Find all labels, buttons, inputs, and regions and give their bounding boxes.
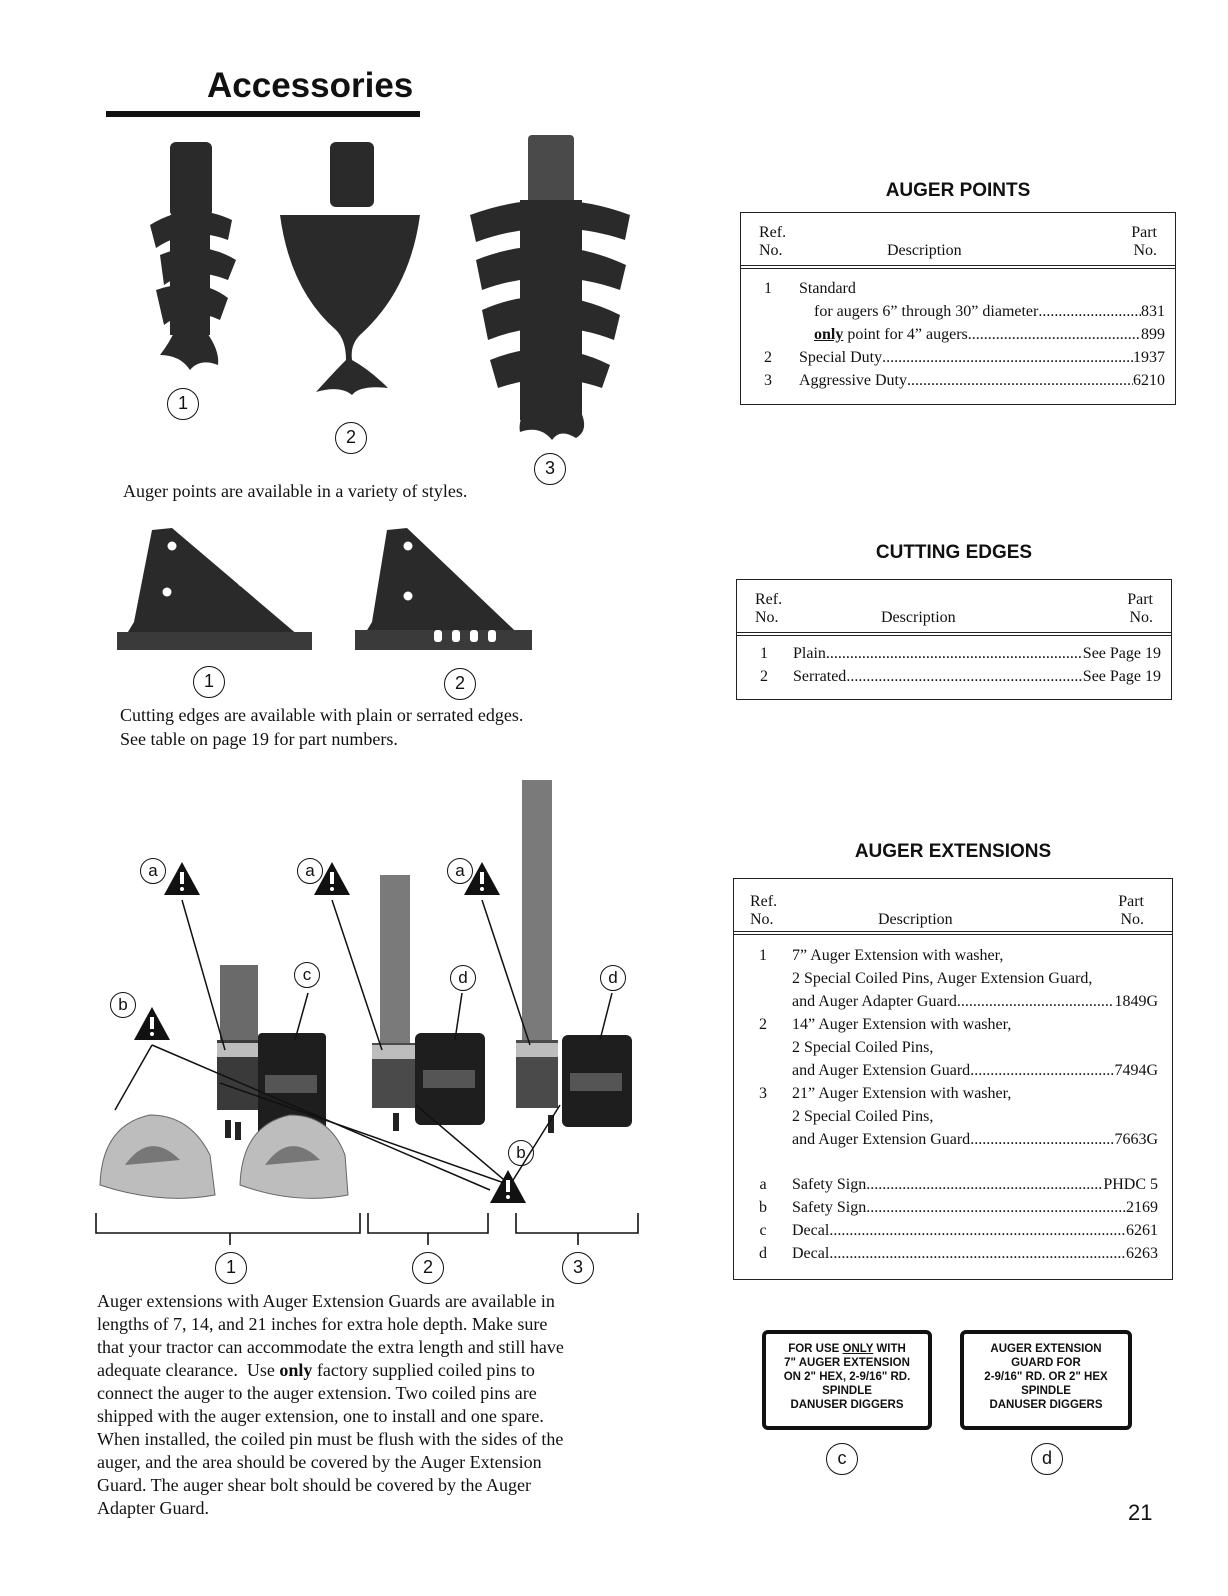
table-row: and Auger Adapter Guard ..... 1849G [734, 990, 1172, 1013]
table-row: and Auger Extension Guard ..... 7663G [734, 1128, 1172, 1151]
table-header [741, 213, 1175, 269]
hdr-part: Part [1131, 224, 1157, 241]
callout-b: b [110, 992, 136, 1018]
extension-group-label-3: 3 [562, 1252, 594, 1284]
page-number: 21 [1128, 1500, 1153, 1525]
table-row: 1 7” Auger Extension with washer, [759, 947, 1004, 964]
callout-b: b [508, 1140, 534, 1166]
hdr-ref: Ref. [759, 224, 787, 241]
callout-d: d [600, 965, 626, 991]
table-header: Ref. No. Description Part No. [734, 879, 1172, 935]
table-row: 2 14” Auger Extension with washer, [759, 1016, 1012, 1033]
cutting-edges-photo [112, 522, 532, 657]
callout-d: d [450, 965, 476, 991]
table-row: 1 Standard [764, 280, 856, 297]
table-row: a Safety Sign ..... PHDC 5 [734, 1173, 1172, 1196]
extension-group-label-2: 2 [412, 1252, 444, 1284]
callout-a: a [140, 858, 166, 884]
decal-c: FOR USE ONLY WITH 7" AUGER EXTENSION ON 2" HEX, 2-9/16" RD. SPINDLE DANUSER DIGGERS [762, 1330, 932, 1430]
extension-14in-tube [380, 875, 410, 1055]
auger-extensions-table [733, 878, 1173, 1280]
hdr-no: No. [759, 242, 783, 259]
table-row: and Auger Extension Guard ..... 7494G [734, 1059, 1172, 1082]
table-row: c Decal ..... 6261 [734, 1219, 1172, 1242]
table-row: for augers 6” through 30” diameter ..... 831 [741, 300, 1175, 323]
auger-points-caption: Auger points are available in a variety of styles. [123, 481, 468, 501]
auger-point-3-image [470, 135, 630, 440]
decal-label-c: c [826, 1443, 858, 1475]
page-title: Accessories [207, 66, 414, 105]
decal-label-d: d [1031, 1443, 1063, 1475]
hdr-partno: No. [1133, 242, 1157, 259]
table-row: 3 21” Auger Extension with washer, [759, 1085, 1012, 1102]
auger-points-photo [120, 130, 650, 490]
auger-extensions-photo [90, 775, 650, 1245]
cutting-edges-caption-2: See table on page 19 for part numbers. [120, 729, 398, 749]
extension-21in-tube [522, 780, 552, 1060]
auger-point-label-3: 3 [534, 453, 566, 485]
extension-7in-tube [220, 965, 258, 1050]
table-row: b Safety Sign ..... 2169 [734, 1196, 1172, 1219]
auger-points-table [740, 212, 1176, 405]
callout-a: a [297, 858, 323, 884]
table-header: Ref. No. Description Part No. [737, 580, 1171, 636]
callout-c: c [294, 962, 320, 988]
table-row: 2 Special Coiled Pins, [792, 1039, 934, 1056]
hdr-desc: Description [887, 242, 962, 259]
callout-a: a [447, 858, 473, 884]
table-row: 2 Special Coiled Pins, Auger Extension Guard, [792, 970, 1093, 987]
cutting-edge-serrated-image [355, 528, 532, 650]
auger-points-heading: AUGER POINTS [885, 180, 1031, 201]
cutting-edge-label-1: 1 [193, 666, 225, 698]
warning-triangle-icon [164, 862, 200, 895]
auger-point-2-image [280, 142, 420, 395]
table-row: d Decal ..... 6263 [734, 1242, 1172, 1265]
cutting-edge-plain-image [117, 528, 312, 650]
warning-triangle-icon [134, 1007, 170, 1040]
auger-point-label-2: 2 [335, 422, 367, 454]
extension-group-label-1: 1 [215, 1252, 247, 1284]
cutting-edge-label-2: 2 [444, 668, 476, 700]
warning-triangle-icon [490, 1170, 526, 1203]
table-row: 1 Plain ..... See Page 19 [737, 642, 1171, 665]
auger-extensions-caption: Auger extensions with Auger Extension Guards are available in lengths of 7, 14, and 21 inches for extra hole depth. Make sure that your tractor can accommodate the extra length and still have adequate clearance. Use only factory supplied coiled pins to connect the auger to the auger extension. Two coiled pins are shipped with the auger extension, one to install and one spare. When installed, the coiled pin must be flush with the sides of the auger, and the area should be covered by the Auger Extension Guard. The auger shear bolt should be covered by the Auger Adapter Guard. [97, 1291, 564, 1518]
table-row: 2 Special Coiled Pins, [792, 1108, 934, 1125]
table-row: only point for 4” augers ..... 899 [741, 323, 1175, 346]
decal-d: AUGER EXTENSION GUARD FOR 2-9/16" RD. OR 2" HEX SPINDLE DANUSER DIGGERS [960, 1330, 1132, 1430]
group-brackets [96, 1213, 638, 1245]
title-rule [106, 111, 420, 117]
cutting-edges-caption-1: Cutting edges are available with plain or serrated edges. [120, 705, 524, 725]
table-row: 3 Aggressive Duty ..... 6210 [741, 369, 1175, 392]
auger-extensions-heading: AUGER EXTENSIONS [854, 841, 1052, 862]
auger-point-label-1: 1 [167, 388, 199, 420]
cutting-edges-table [736, 579, 1172, 700]
auger-point-1-image [150, 142, 236, 370]
cutting-edges-heading: CUTTING EDGES [875, 542, 1033, 563]
table-row: 2 Special Duty ..... 1937 [741, 346, 1175, 369]
table-row: 2 Serrated ..... See Page 19 [737, 665, 1171, 688]
